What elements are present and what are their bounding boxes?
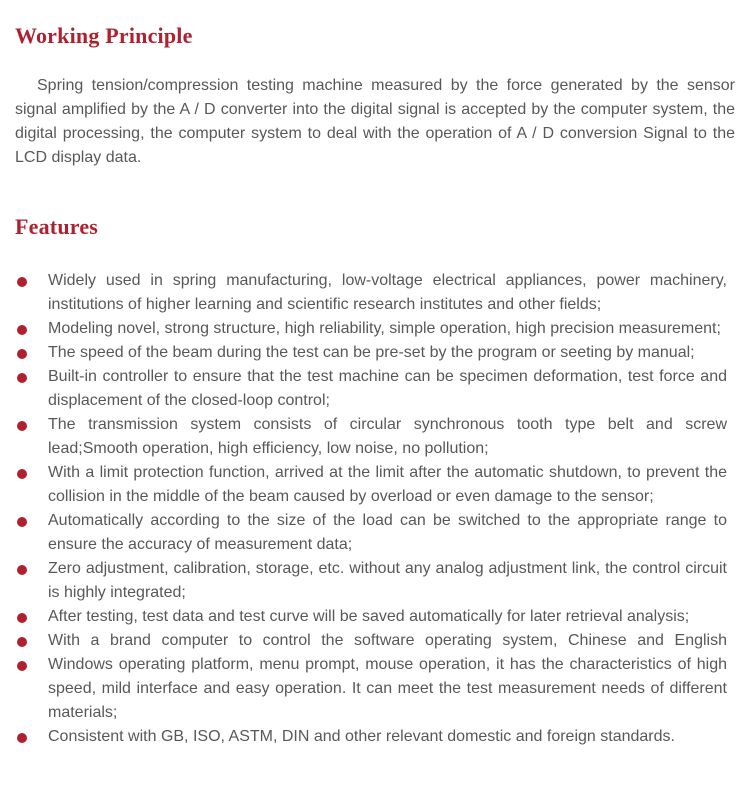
feature-item-text: Built-in controller to ensure that the test machine can be specimen deformation, test force and displacement of the closed-loop control;: [48, 368, 727, 410]
feature-item: [15, 509, 727, 557]
bullet-icon: [17, 325, 27, 335]
feature-item-text: Widely used in spring manufacturing, low-voltage electrical appliances, power machinery, institutions of higher learning and scientific research institutes and other fields;: [48, 272, 727, 314]
feature-item-text: With a brand computer to control the software operating system, Chinese and English: [48, 632, 727, 650]
feature-item: [15, 269, 727, 317]
bullet-icon: [17, 613, 27, 623]
feature-item: [15, 413, 727, 461]
feature-item: [15, 653, 727, 725]
bullet-icon: [17, 373, 27, 383]
feature-item-text: Windows operating platform, menu prompt, mouse operation, it has the characteristics of high speed, mild interface and easy operation. It can meet the test measurement needs of different materials;: [48, 656, 727, 722]
feature-item-text: With a limit protection function, arrived at the limit after the automatic shutdown, to prevent the collision in the middle of the beam caused by overload or even damage to the sensor;: [48, 464, 727, 506]
bullet-icon: [17, 277, 27, 287]
features-heading: Features: [15, 214, 99, 240]
feature-item-text: After testing, test data and test curve will be saved automatically for later retrieval analysis;: [48, 608, 690, 626]
feature-item-text: The speed of the beam during the test can be pre-set by the program or seeting by manual;: [48, 344, 695, 362]
feature-item-text: Automatically according to the size of the load can be switched to the appropriate range to ensure the accuracy of measurement data;: [48, 512, 727, 554]
bullet-icon: [17, 349, 27, 359]
working-principle-heading: Working Principle: [15, 23, 193, 48]
feature-item: [15, 461, 727, 509]
feature-item: [15, 317, 727, 341]
feature-item: [15, 605, 727, 629]
bullet-icon: [17, 565, 27, 575]
feature-item-text: Zero adjustment, calibration, storage, etc. without any analog adjustment link, the control circuit is highly integrated;: [48, 560, 727, 602]
feature-item: [15, 629, 727, 653]
feature-item-text: Consistent with GB, ISO, ASTM, DIN and other relevant domestic and foreign standards.: [48, 728, 675, 746]
bullet-icon: [17, 469, 27, 479]
bullet-icon: [17, 517, 27, 527]
working-principle-paragraph: Spring tension/compression testing machine measured by the force generated by the sensor signal amplified by the A / D converter into the digital signal is accepted by the computer system, the digital processing, the computer system to deal with the operation of A / D conversion Signal to the LCD display data.: [15, 77, 735, 167]
features-list: [15, 269, 735, 749]
bullet-icon: [17, 733, 27, 743]
feature-item-text: Modeling novel, strong structure, high reliability, simple operation, high precision measurement;: [48, 320, 721, 338]
feature-item-text: The transmission system consists of circular synchronous tooth type belt and screw lead;Smooth operation, high efficiency, low noise, no pollution;: [48, 416, 727, 458]
bullet-icon: [17, 637, 27, 647]
feature-item: [15, 341, 727, 365]
feature-item: [15, 557, 727, 605]
bullet-icon: [17, 421, 27, 431]
feature-item: [15, 365, 727, 413]
bullet-icon: [17, 661, 27, 671]
feature-item: [15, 725, 727, 749]
